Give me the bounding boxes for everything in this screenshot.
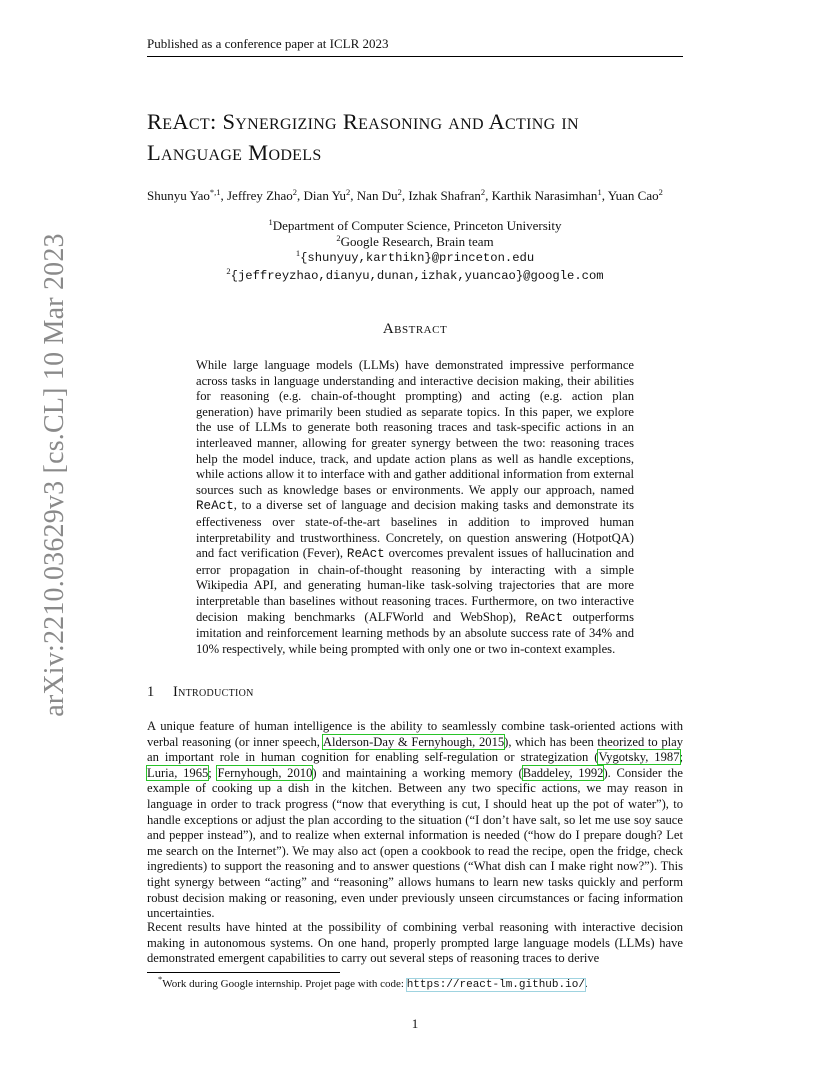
project-page-link[interactable]: https://react-lm.github.io/ — [406, 979, 585, 991]
paper-title-line-1: ReAct: Synergizing Reasoning and Acting in — [147, 109, 579, 134]
running-head: Published as a conference paper at ICLR 2023 — [147, 36, 683, 57]
footnote-rule — [147, 972, 340, 973]
footnote: *Work during Google internship. Projet page with code: https://react-lm.github.io/. — [158, 974, 588, 991]
paper-title-line-2: Language Models — [147, 140, 322, 165]
citation-link[interactable]: Luria, 1965 — [147, 765, 209, 780]
section-heading-introduction: 1 Introduction — [147, 684, 254, 700]
page-number: 1 — [411, 1016, 419, 1031]
react-term: ReAct — [525, 610, 564, 625]
author-list: Shunyu Yao$^{*,1}$, Jeffrey Zhao$^2$, Dian Yu$^2$, Nan Du$^2$, Izhak Shafran$^2$, Karthik Narasimhan$^1$, Yuan Cao$^2$ — [147, 187, 663, 203]
author: Yuan Cao$^2$ — [607, 187, 663, 203]
citation-link[interactable]: Alderson-Day & Fernyhough, 2015 — [322, 734, 505, 749]
citation-link[interactable]: Baddeley, 1992 — [522, 765, 604, 780]
author: Shunyu Yao$^{*,1}$ — [147, 187, 221, 203]
abstract-heading: Abstract — [382, 321, 448, 337]
author: Dian Yu$^2$ — [303, 187, 351, 203]
paper-title — [147, 106, 707, 168]
arxiv-id-text: arXiv:2210.03629v3 [cs.CL] 10 Mar 2023 — [39, 233, 70, 717]
email-princeton: $^1${shunyuy,karthikn}@princeton.edu — [295, 248, 535, 265]
author: Jeffrey Zhao$^2$ — [226, 187, 298, 203]
affiliation-google: $^2$Google Research, Brain team — [336, 232, 494, 249]
intro-paragraph-1: A unique feature of human intelligence is the ability to seamlessly combine task-oriented actions with verbal reasoning (or inner speech, Alderson-Day & Fernyhough, 2015), which has been theorized to play an important role in human cognition for enabling self-regulation or strategization (Vygotsky, 1987; Luria, 1965; Fernyhough, 2010) and maintaining a working memory (Baddeley, 1992). Consider the example of cooking up a dish in the kitchen. Between any two specific actions, we may reason in language in order to track progress (“now that everything is cut, I should heat up the pot of water”), to handle exceptions or adjust the plan according to the situation (“I don’t have salt, so let me use soy sauce and pepper instead”), and to realize when external information is needed (“how do I prepare dough? Let me search on the Internet”). We may also act (open a cookbook to read the recipe, open the fridge, check ingredients) to support the reasoning and to answer questions (“What dish can I make right now?”). This tight synergy between “acting” and “reasoning” allows humans to learn new tasks quickly and perform robust decision making or reasoning, even under previously unseen circumstances or facing information uncertainties. — [147, 719, 684, 921]
affiliations — [147, 218, 683, 284]
affiliation-princeton: $^1$Department of Computer Science, Princeton University — [268, 217, 562, 233]
author: Karthik Narasimhan$^1$ — [491, 187, 602, 203]
citation-link[interactable]: Fernyhough, 2010 — [217, 765, 313, 780]
email-google: $^2${jeffreyzhao,dianyu,dunan,izhak,yuancao}@google.com — [226, 265, 604, 283]
abstract-body: While large language models (LLMs) have demonstrated impressive performance across tasks in language understanding and interactive decision making, their abilities for reasoning (e.g. chain-of-thought prompting) and acting (e.g. action plan generation) have primarily been studied as separate topics. In this paper, we explore the use of LLMs to generate both reasoning traces and task-specific actions in an interleaved manner, allowing for greater synergy between the two: reasoning traces help the model induce, track, and update action plans as well as handle exceptions, while actions allow it to interface with and gather additional information from external sources such as knowledge bases or environments. We apply our approach, named ReAct, to a diverse set of language and decision making tasks and demonstrate its effectiveness over state-of-the-art baselines in addition to improved human interpretability and trustworthiness. Concretely, on question answering (HotpotQA) and fact verification (Fever), ReAct overcomes prevalent issues of hallucination and error propagation in chain-of-thought reasoning by interacting with a simple Wikipedia API, and generating human-like task-solving trajectories that are more interpretable than baselines without reasoning traces. Furthermore, on two interactive decision making benchmarks (ALFWorld and WebShop), ReAct outperforms imitation and reinforcement learning methods by an absolute success rate of 34% and 10% respectively, while being prompted with only one or two in-context examples. — [196, 358, 635, 656]
react-term: ReAct — [196, 499, 234, 514]
react-term: ReAct — [346, 547, 385, 562]
intro-paragraph-2: Recent results have hinted at the possibility of combining verbal reasoning with interactive decision making in autonomous systems. On one hand, properly prompted large language models (LLMs) have demonstrated emergent capabilities to carry out several steps of reasoning traces to derive — [147, 920, 683, 966]
author: Izhak Shafran$^2$ — [408, 187, 486, 203]
citation-link[interactable]: Vygotsky, 1987 — [598, 750, 680, 765]
author: Nan Du$^2$ — [356, 187, 402, 203]
